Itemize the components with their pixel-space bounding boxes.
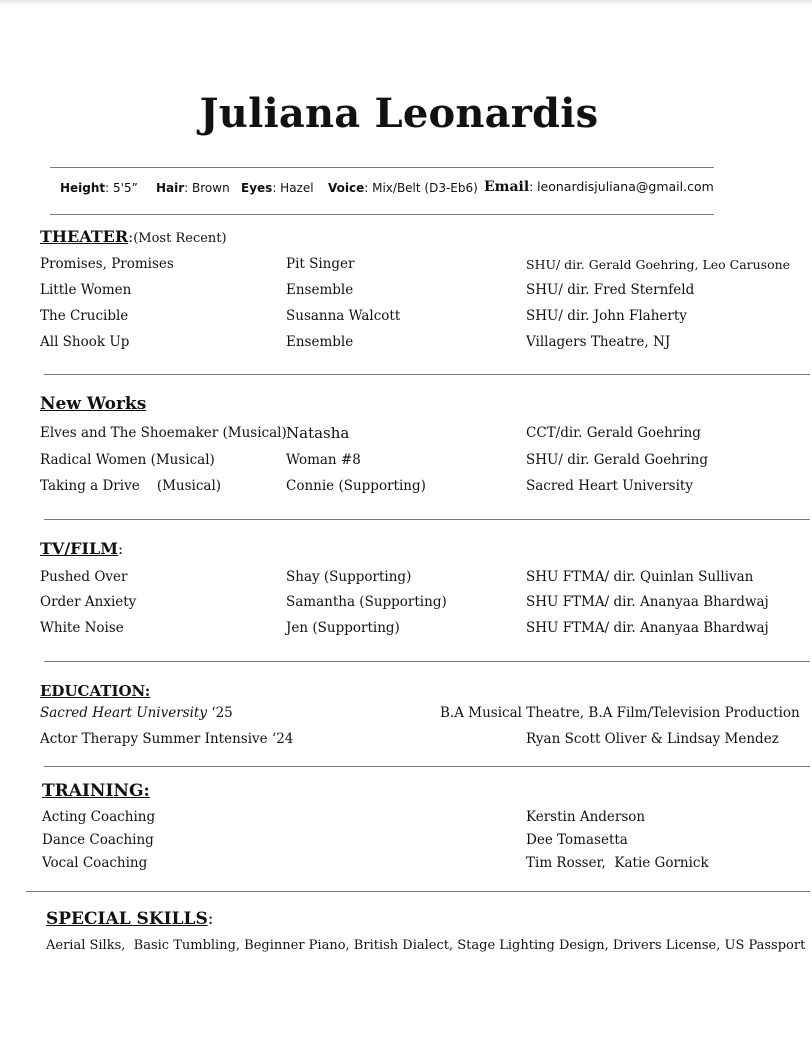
theater-role: Ensemble [286,282,354,298]
stat-height: Height: 5'5” [60,181,138,195]
training-teacher: Tim Rosser, Katie Gornick [526,855,709,871]
education-detail: Ryan Scott Oliver & Lindsay Mendez [526,731,779,747]
tv-film-role: Shay (Supporting) [286,569,412,585]
training-skill: Dance Coaching [42,832,154,848]
theater-title: The Crucible [40,308,129,324]
theater-role: Susanna Walcott [286,308,401,324]
tv-film-credit: SHU FTMA/ dir. Ananyaa Bhardwaj [526,620,769,636]
divider [44,519,810,520]
theater-credit: SHU/ dir. Gerald Goehring, Leo Carusone [526,257,791,272]
tv-film-credit: SHU FTMA/ dir. Ananyaa Bhardwaj [526,594,769,610]
tv-film-title: Order Anxiety [40,594,137,610]
stat-eyes: Eyes: Hazel [241,181,314,195]
training-teacher: Kerstin Anderson [526,809,646,825]
special-skills-list: Aerial Silks, Basic Tumbling, Beginner Piano, British Dialect, Stage Lighting Design, Drivers License, US Passport [46,938,806,953]
page-top-shadow [0,0,812,6]
training-skill: Vocal Coaching [42,855,148,871]
new-works-role: Natasha [286,424,350,442]
section-heading-training: TRAINING: [42,781,150,801]
education-school: Sacred Heart University ‘25 [40,705,233,721]
divider [26,891,810,892]
divider [50,214,714,215]
stat-voice: Voice: Mix/Belt (D3-Eb6) [328,181,478,195]
training-teacher: Dee Tomasetta [526,832,628,848]
stat-email: Email: leonardisjuliana@gmail.com [484,179,714,195]
section-heading-new-works: New Works [40,394,147,414]
theater-title: Promises, Promises [40,256,174,272]
tv-film-credit: SHU FTMA/ dir. Quinlan Sullivan [526,569,754,585]
stat-hair: Hair: Brown [156,181,230,195]
divider [44,374,810,375]
divider [44,661,810,662]
new-works-credit: SHU/ dir. Gerald Goehring [526,452,708,468]
divider [44,766,810,767]
section-heading-special-skills: SPECIAL SKILLS: [46,909,214,929]
theater-role: Ensemble [286,334,354,350]
new-works-title: Elves and The Shoemaker (Musical) [40,425,287,441]
new-works-role: Connie (Supporting) [286,478,426,494]
training-skill: Acting Coaching [42,809,156,825]
divider [50,167,714,168]
theater-credit: SHU/ dir. John Flaherty [526,308,687,324]
new-works-title: Radical Women (Musical) [40,452,215,468]
tv-film-role: Samantha (Supporting) [286,594,447,610]
education-school: Actor Therapy Summer Intensive ‘24 [40,731,294,747]
theater-title: All Shook Up [40,334,130,350]
tv-film-title: White Noise [40,620,124,636]
new-works-credit: CCT/dir. Gerald Goehring [526,425,701,441]
section-heading-education: EDUCATION: [40,682,151,700]
section-heading-tv-film: TV/FILM: [40,539,124,558]
theater-credit: SHU/ dir. Fred Sternfeld [526,282,695,298]
new-works-credit: Sacred Heart University [526,478,693,494]
education-detail: B.A Musical Theatre, B.A Film/Television Production [440,705,800,721]
theater-credit: Villagers Theatre, NJ [526,334,671,350]
tv-film-title: Pushed Over [40,569,128,585]
new-works-role: Woman #8 [286,452,361,468]
tv-film-role: Jen (Supporting) [286,620,400,636]
page-title: Juliana Leonardis [199,90,599,137]
new-works-title: Taking a Drive (Musical) [40,478,222,494]
theater-title: Little Women [40,282,132,298]
section-heading-theater: THEATER:(Most Recent) [40,227,227,246]
theater-role: Pit Singer [286,256,355,272]
